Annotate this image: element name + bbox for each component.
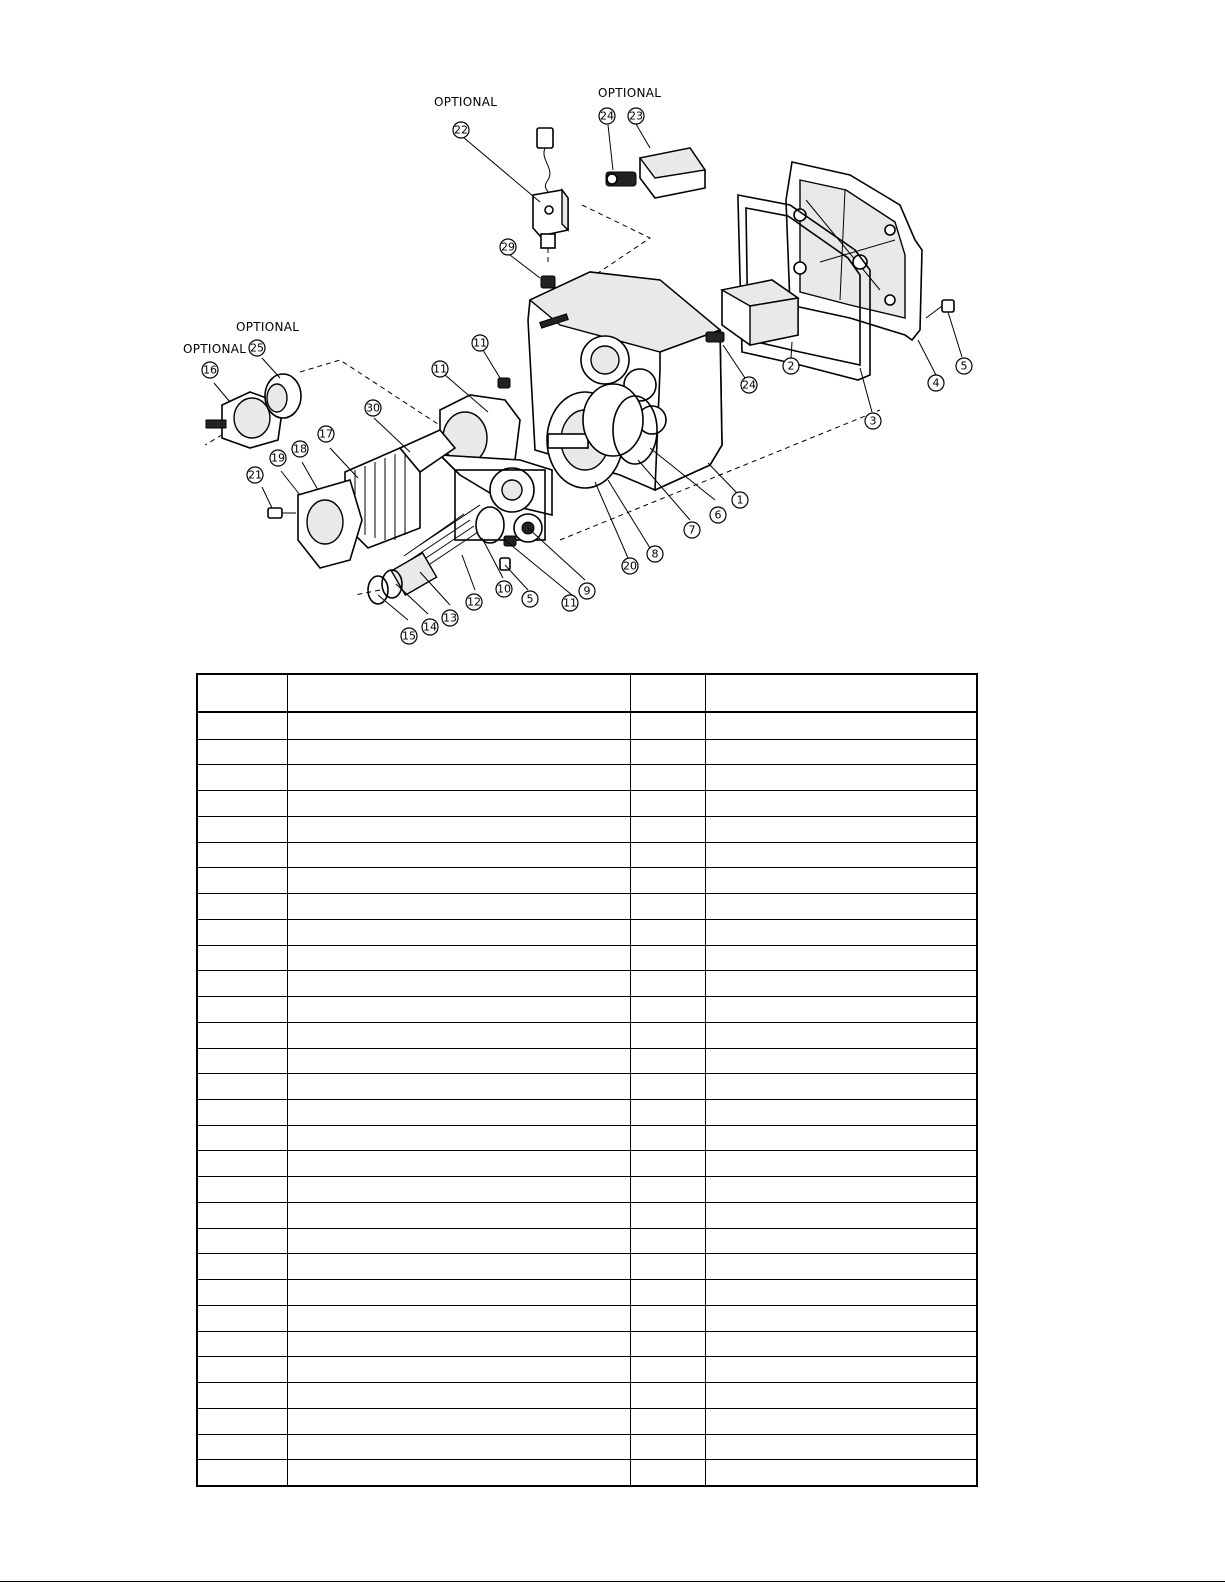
table-row-divider (198, 1176, 976, 1177)
screw-part-5-right (926, 300, 954, 318)
table-row-divider (198, 1150, 976, 1151)
svg-text:14: 14 (423, 620, 437, 634)
exploded-parts-diagram (0, 0, 1225, 670)
svg-text:23: 23 (629, 109, 643, 123)
callout-19 (270, 450, 286, 466)
table-row-divider (198, 1408, 976, 1409)
parts-table-header (198, 675, 976, 713)
optional-label-16: OPTIONAL (183, 342, 247, 356)
svg-text:3: 3 (869, 414, 877, 428)
callout-7 (684, 522, 700, 538)
callout-8 (647, 546, 663, 562)
svg-text:13: 13 (443, 611, 457, 625)
table-row-divider (198, 1073, 976, 1074)
table-row-divider (198, 1459, 976, 1460)
callout-11-top (472, 335, 488, 351)
optional-label-23: OPTIONAL (598, 86, 662, 100)
callout-12 (466, 594, 482, 610)
screw-part-21 (268, 508, 296, 518)
block-part-2 (722, 280, 798, 345)
callout-3 (865, 413, 881, 429)
header-qty (630, 675, 705, 711)
svg-text:21: 21 (248, 468, 262, 482)
nut-part-11-top (498, 378, 510, 388)
table-row-divider (198, 1228, 976, 1229)
table-row-divider (198, 919, 976, 920)
callout-11-mid (432, 361, 448, 377)
callout-30 (365, 400, 381, 416)
callout-2 (783, 358, 799, 374)
callout-17 (318, 426, 334, 442)
cap-part-25 (265, 374, 301, 418)
svg-text:17: 17 (319, 427, 333, 441)
connector-part-24 (706, 332, 724, 342)
header-item (198, 675, 287, 711)
callout-9 (579, 583, 595, 599)
callout-14 (422, 619, 438, 635)
table-row-divider (198, 1099, 976, 1100)
column-divider (705, 675, 706, 1485)
svg-text:11: 11 (433, 362, 447, 376)
callout-11-bottom (562, 595, 578, 611)
svg-text:11: 11 (473, 336, 487, 350)
table-row-divider (198, 1048, 976, 1049)
callout-5-right (956, 358, 972, 374)
callout-21 (247, 467, 263, 483)
svg-text:24: 24 (742, 378, 756, 392)
callout-24-lower (741, 377, 757, 393)
module-part-23 (606, 148, 705, 198)
column-divider (287, 675, 288, 1485)
table-row-divider (198, 1125, 976, 1126)
page-bottom-rule (0, 1581, 1225, 1582)
ring-part-10 (476, 507, 504, 543)
callout-16 (202, 362, 218, 378)
callout-1 (732, 492, 748, 508)
callout-5-lower (522, 591, 538, 607)
table-row-divider (198, 893, 976, 894)
sensor-part-22 (533, 128, 568, 248)
svg-text:29: 29 (501, 240, 515, 254)
table-row-divider (198, 1331, 976, 1332)
end-cover-part-4 (786, 162, 922, 340)
svg-text:15: 15 (402, 629, 416, 643)
svg-text:25: 25 (250, 341, 264, 355)
header-description (287, 675, 630, 711)
table-row-divider (198, 1305, 976, 1306)
callout-15 (401, 628, 417, 644)
callout-29 (500, 239, 516, 255)
table-row-divider (198, 970, 976, 971)
parts-table (196, 673, 978, 1487)
table-row-divider (198, 764, 976, 765)
callout-22 (453, 122, 469, 138)
svg-text:11: 11 (563, 596, 577, 610)
callout-25 (249, 340, 265, 356)
column-divider (630, 675, 631, 1485)
shaft-part-17 (345, 430, 455, 548)
table-row-divider (198, 996, 976, 997)
callout-20 (622, 558, 638, 574)
svg-text:20: 20 (623, 559, 637, 573)
table-row-divider (198, 1253, 976, 1254)
header-part-number (705, 675, 976, 711)
svg-text:2: 2 (787, 359, 795, 373)
svg-text:1: 1 (736, 493, 744, 507)
svg-text:4: 4 (932, 376, 940, 390)
table-row-divider (198, 790, 976, 791)
svg-text:8: 8 (651, 547, 659, 561)
svg-text:12: 12 (467, 595, 481, 609)
table-row-divider (198, 945, 976, 946)
flange-part-19 (298, 480, 362, 568)
table-row-divider (198, 816, 976, 817)
table-row-divider (198, 1202, 976, 1203)
callout-24-top (599, 108, 615, 124)
nut-part-29 (541, 276, 555, 288)
svg-text:18: 18 (293, 442, 307, 456)
table-row-divider (198, 1279, 976, 1280)
table-row-divider (198, 1356, 976, 1357)
svg-text:9: 9 (583, 584, 591, 598)
callout-10 (496, 581, 512, 597)
svg-text:7: 7 (688, 523, 696, 537)
svg-text:16: 16 (203, 363, 217, 377)
table-row-divider (198, 1022, 976, 1023)
callout-4 (928, 375, 944, 391)
svg-text:10: 10 (497, 582, 511, 596)
table-row-divider (198, 1382, 976, 1383)
callout-6 (710, 507, 726, 523)
callout-23 (628, 108, 644, 124)
optional-label-22: OPTIONAL (434, 95, 498, 109)
callout-18 (292, 441, 308, 457)
svg-text:5: 5 (526, 592, 534, 606)
svg-text:22: 22 (454, 123, 468, 137)
svg-text:24: 24 (600, 109, 614, 123)
svg-text:6: 6 (714, 508, 722, 522)
table-row-divider (198, 867, 976, 868)
optional-label-25: OPTIONAL (236, 320, 300, 334)
svg-text:19: 19 (271, 451, 285, 465)
callout-13 (442, 610, 458, 626)
table-row-divider (198, 739, 976, 740)
table-row-divider (198, 842, 976, 843)
svg-text:30: 30 (366, 401, 380, 415)
table-row-divider (198, 1434, 976, 1435)
svg-text:5: 5 (960, 359, 968, 373)
